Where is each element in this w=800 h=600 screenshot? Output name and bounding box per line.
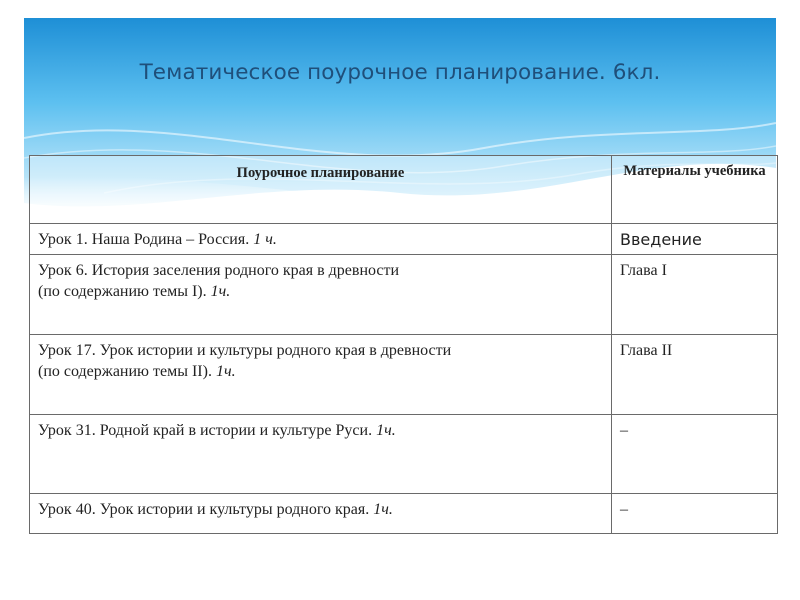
material-cell: – bbox=[612, 494, 778, 534]
table-row bbox=[30, 494, 778, 534]
lesson-title: Урок 6. История заселения родного края в древности bbox=[38, 262, 400, 279]
slide-title: Тематическое поурочное планирование. 6кл. bbox=[139, 60, 661, 85]
lesson-note: (по содержанию темы II). bbox=[38, 363, 212, 380]
table-row bbox=[30, 255, 778, 335]
lesson-cell bbox=[30, 335, 612, 415]
material-cell: Глава I bbox=[612, 255, 778, 335]
lesson-hours: 1ч. bbox=[373, 501, 393, 518]
lesson-cell bbox=[30, 224, 612, 255]
material-cell: – bbox=[612, 415, 778, 494]
lesson-hours: 1ч. bbox=[210, 283, 231, 300]
lesson-hours: 1 ч. bbox=[253, 231, 277, 248]
lesson-title: Урок 1. Наша Родина – Россия. bbox=[38, 231, 250, 248]
table-row bbox=[30, 224, 778, 255]
lesson-title: Урок 17. Урок истории и культуры родного края в древности bbox=[38, 342, 452, 359]
lesson-title: Урок 31. Родной край в истории и культуре Руси. bbox=[38, 422, 373, 439]
table-row bbox=[30, 335, 778, 415]
material-cell: Введение bbox=[612, 224, 778, 255]
lesson-cell bbox=[30, 494, 612, 534]
lesson-note: (по содержанию темы I). bbox=[38, 283, 207, 300]
table-header-row bbox=[30, 156, 778, 224]
lesson-hours: 1ч. bbox=[376, 422, 396, 439]
lesson-cell bbox=[30, 415, 612, 494]
table-row bbox=[30, 415, 778, 494]
header-lesson-plan: Поурочное планирование bbox=[30, 156, 612, 224]
material-cell: Глава II bbox=[612, 335, 778, 415]
header-textbook-materials: Материалы учебника bbox=[612, 156, 778, 224]
lesson-hours: 1ч. bbox=[215, 363, 236, 380]
lesson-cell bbox=[30, 255, 612, 335]
lesson-title: Урок 40. Урок истории и культуры родного края. bbox=[38, 501, 370, 518]
lesson-plan-table bbox=[29, 155, 778, 534]
